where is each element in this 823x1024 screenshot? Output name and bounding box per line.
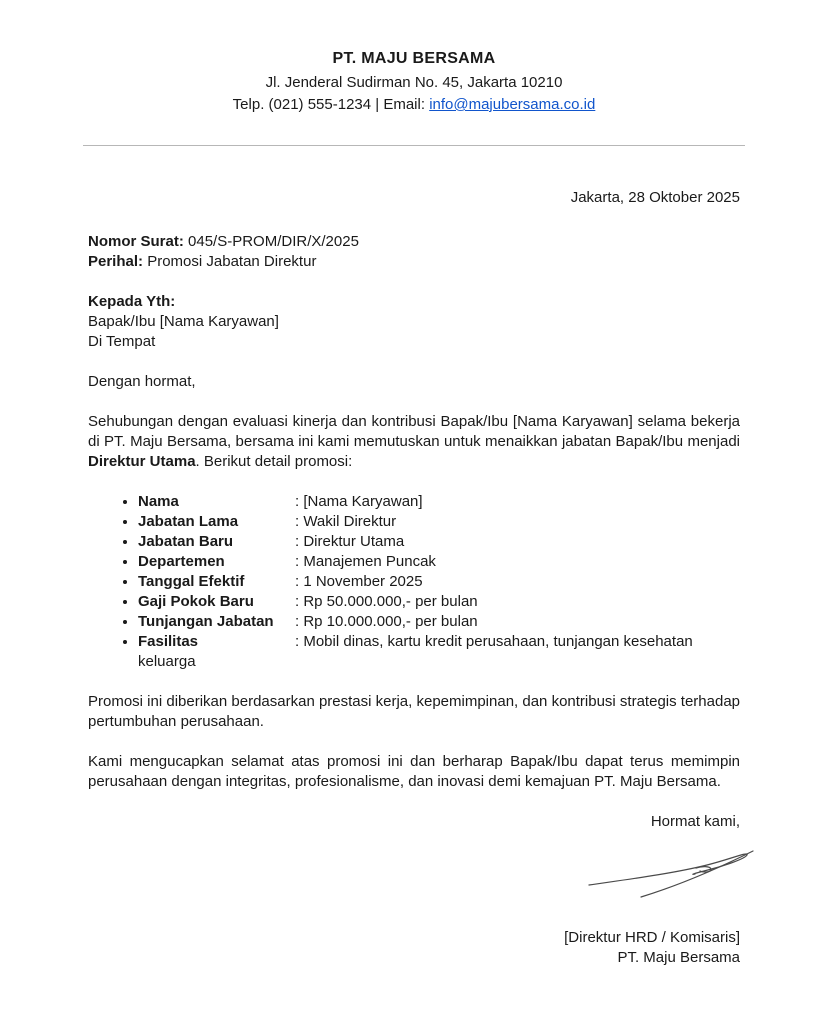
detail-value: : Manajemen Puncak (295, 553, 436, 570)
detail-value: : Mobil dinas, kartu kredit perusahaan, tunjangan kesehatan keluarga (138, 633, 693, 670)
opening-text-bold: Direktur Utama (88, 453, 196, 470)
signature-block (88, 840, 758, 902)
recipient-salutation: Kepada Yth: (88, 293, 176, 310)
greeting: Dengan hormat, (88, 373, 196, 390)
company-name: PT. MAJU BERSAMA (332, 50, 496, 67)
detail-value: : Wakil Direktur (295, 513, 397, 530)
opening-paragraph (88, 412, 740, 472)
detail-item-jabatan-lama (138, 512, 740, 532)
detail-value: : [Nama Karyawan] (295, 493, 423, 510)
date-line: Jakarta, 28 Oktober 2025 (570, 189, 740, 206)
email-link[interactable]: info@majubersama.co.id (429, 96, 596, 113)
detail-label: Tanggal Efektif (138, 573, 245, 590)
subject-line (88, 252, 740, 272)
detail-value: : Direktur Utama (295, 533, 405, 550)
signature-image (583, 840, 758, 900)
promotion-details-list (88, 492, 740, 672)
detail-label: Departemen (138, 553, 225, 570)
rationale-paragraph: Promosi ini diberikan berdasarkan prestasi kerja, kepemimpinan, dan kontribusi strategis terhadap pertumbuhan perusahaan. (88, 693, 741, 730)
subject-value: Promosi Jabatan Direktur (147, 253, 317, 270)
detail-label: Nama (138, 493, 179, 510)
subject-label: Perihal: (88, 253, 144, 270)
detail-item-departemen (138, 552, 740, 572)
detail-item-gaji-pokok (138, 592, 740, 612)
detail-label: Jabatan Baru (138, 533, 234, 550)
company-contact (88, 95, 740, 115)
letter-number-label: Nomor Surat: (88, 233, 184, 250)
closing-salutation: Hormat kami, (650, 813, 740, 830)
company-address: Jl. Jenderal Sudirman No. 45, Jakarta 10210 (265, 74, 563, 91)
opening-text-1: Sehubungan dengan evaluasi kinerja dan kontribusi Bapak/Ibu [Nama Karyawan] selama bekerja di PT. Maju Bersama, bersama ini kami memutuskan untuk menaikkan jabatan Bapak/Ibu menjadi (88, 413, 740, 450)
recipient-place: Di Tempat (88, 333, 156, 350)
recipient-name: Bapak/Ibu [Nama Karyawan] (88, 313, 279, 330)
congratulation-paragraph: Kami mengucapkan selamat atas promosi ini dan berharap Bapak/Ibu dapat terus memimpin perusahaan dengan integritas, profesionalisme, dan inovasi demi kemajuan PT. Maju Bersama. (88, 753, 740, 790)
phone-email-prefix: Telp. (021) 555-1234 | Email: (232, 96, 430, 113)
detail-label: Fasilitas (138, 633, 199, 650)
detail-label: Gaji Pokok Baru (138, 593, 254, 610)
opening-text-2: . Berikut detail promosi: (195, 453, 353, 470)
recipient-block (88, 292, 740, 352)
letterhead (88, 48, 740, 115)
detail-item-tunjangan (138, 612, 740, 632)
detail-value: : Rp 50.000.000,- per bulan (295, 593, 478, 610)
letter-number-value: 045/S-PROM/DIR/X/2025 (188, 233, 359, 250)
detail-item-nama (138, 492, 740, 512)
header-divider (83, 145, 745, 146)
letter-meta (88, 232, 740, 272)
detail-value: : Rp 10.000.000,- per bulan (295, 613, 478, 630)
detail-item-fasilitas (138, 632, 740, 672)
detail-value: : 1 November 2025 (295, 573, 423, 590)
detail-label: Jabatan Lama (138, 513, 239, 530)
detail-label: Tunjangan Jabatan (138, 613, 274, 630)
detail-item-jabatan-baru (138, 532, 740, 552)
letter-number-line (88, 232, 740, 252)
signatory-company: PT. Maju Bersama (617, 949, 740, 966)
detail-item-tanggal-efektif (138, 572, 740, 592)
signatory-title: [Direktur HRD / Komisaris] (564, 929, 740, 946)
